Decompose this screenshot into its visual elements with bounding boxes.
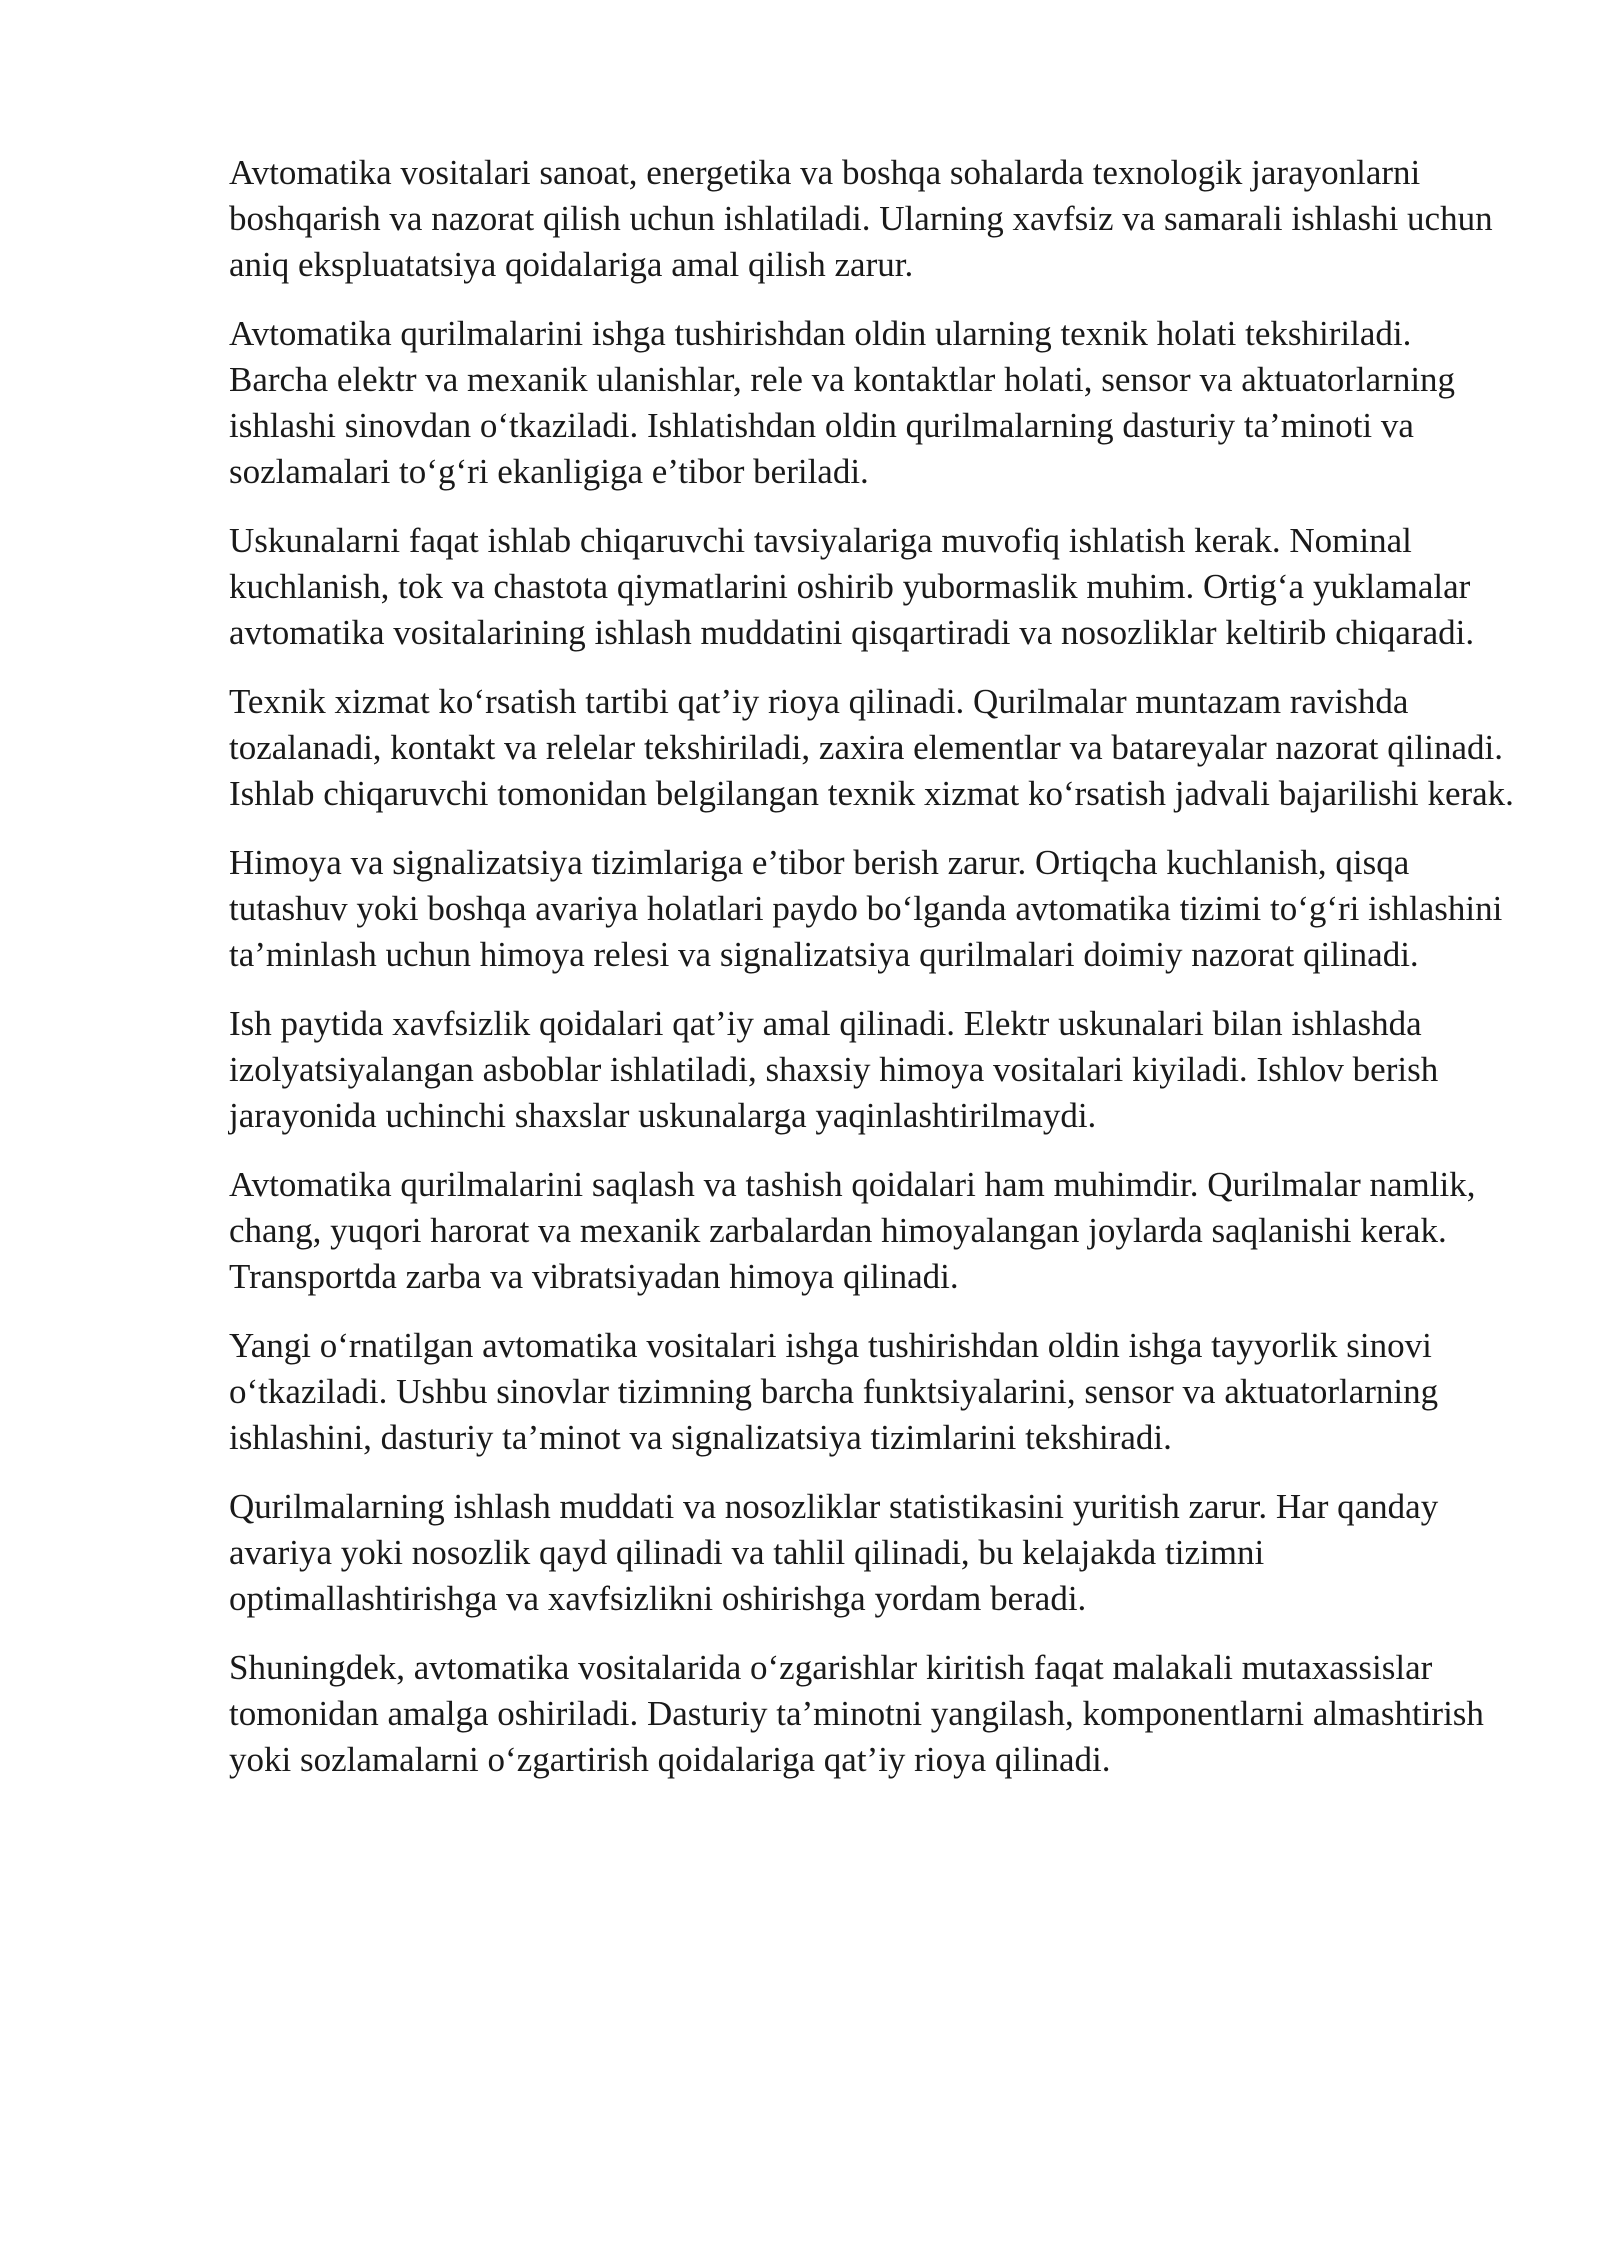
paragraph-6: Ish paytida xavfsizlik qoidalari qat’iy amal qilinadi. Elektr uskunalari bilan ishlashda izolyatsiyalangan asboblar ishlatiladi, shaxsiy himoya vositalari kiyiladi. Ishlov berish jarayonida uchinchi shaxslar uskunalarga yaqinlashtirilmaydi. — [229, 1004, 1439, 1135]
paragraph-2: Avtomatika qurilmalarini ishga tushirishdan oldin ularning texnik holati tekshiriladi. Barcha elektr va mexanik ulanishlar, rele va kontaktlar holati, sensor va aktuatorlarning ishlashi sinovdan o‘tkaziladi. Ishlatishdan oldin qurilmalarning dasturiy ta’minoti va sozlamalari to‘g‘ri ekanligiga e’tibor beriladi. — [229, 314, 1456, 491]
paragraph-10: Shuningdek, avtomatika vositalarida o‘zgarishlar kiritish faqat malakali mutaxassislar tomonidan amalga oshiriladi. Dasturiy ta’minotni yangilash, komponentlarni almashtirish yoki sozlamalarni o‘zgartirish qoidalariga qat’iy rioya qilinadi. — [229, 1648, 1484, 1779]
paragraph-8: Yangi o‘rnatilgan avtomatika vositalari ishga tushirishdan oldin ishga tayyorlik sinovi o‘tkaziladi. Ushbu sinovlar tizimning barcha funktsiyalarini, sensor va aktuatorlarning ishlashini, dasturiy ta’minot va signalizatsiya tizimlarini tekshiradi. — [229, 1326, 1439, 1457]
paragraph-4: Texnik xizmat ko‘rsatish tartibi qat’iy rioya qilinadi. Qurilmalar muntazam ravishda tozalanadi, kontakt va relelar tekshiriladi, zaxira elementlar va batareyalar nazorat qilinadi. Ishlab chiqaruvchi tomonidan belgilangan texnik xizmat ko‘rsatish jadvali bajarilishi kerak. — [229, 682, 1514, 813]
paragraph-5: Himoya va signalizatsiya tizimlariga e’tibor berish zarur. Ortiqcha kuchlanish, qisqa tutashuv yoki boshqa avariya holatlari paydo bo‘lganda avtomatika tizimi to‘g‘ri ishlashini ta’minlash uchun himoya relesi va signalizatsiya qurilmalari doimiy nazorat qilinadi. — [229, 843, 1503, 974]
paragraph-1: Avtomatika vositalari sanoat, energetika va boshqa sohalarda texnologik jarayonlarni boshqarish va nazorat qilish uchun ishlatiladi. Ularning xavfsiz va samarali ishlashi uchun aniq ekspluatatsiya qoidalariga amal qilish zarur. — [229, 153, 1493, 284]
paragraph-3: Uskunalarni faqat ishlab chiqaruvchi tavsiyalariga muvofiq ishlatish kerak. Nominal kuchlanish, tok va chastota qiymatlarini oshirib yubormaslik muhim. Ortig‘a yuklamalar avtomatika vositalarining ishlash muddatini qisqartiradi va nosozliklar keltirib chiqaradi. — [229, 521, 1475, 652]
paragraph-9: Qurilmalarning ishlash muddati va nosozliklar statistikasini yuritish zarur. Har qanday avariya yoki nosozlik qayd qilinadi va tahlil qilinadi, bu kelajakda tizimni optimallashtirishga va xavfsizlikni oshirishga yordam beradi. — [229, 1487, 1439, 1618]
paragraph-7: Avtomatika qurilmalarini saqlash va tashish qoidalari ham muhimdir. Qurilmalar namlik, chang, yuqori harorat va mexanik zarbalardan himoyalangan joylarda saqlanishi kerak. Transportda zarba va vibratsiyadan himoya qilinadi. — [229, 1165, 1476, 1296]
document-body — [229, 150, 1519, 1806]
